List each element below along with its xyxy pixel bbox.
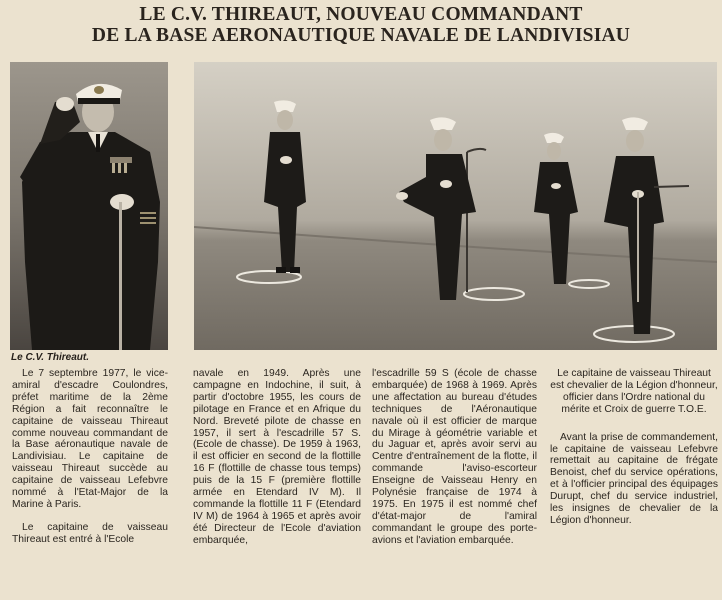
headline-line-2: DE LA BASE AERONAUTIQUE NAVALE DE LANDIVISIAU (91, 25, 631, 46)
article-column-3 (372, 368, 537, 598)
paragraph: navale en 1949. Après une campagne en Indochine, il suit, à partir d'octobre 1955, les cours de pilotage en France et en Afrique du Nord. Breveté pilote de chasse en 1957, il sert à l'escadrille 57 S. (Ecole de chasse). De 1959 à 1963, il est officier en second de la flottille 16 F (flottille de chasse tous temps) puis de la 15 F (première flottille armée en Etendard IV M). Il commande la flottille 11 F (Etendard IV M) de 1964 à 1965 et après avoir été Directeur de l'Ecole d'aviation embarquée, (193, 368, 361, 546)
paragraph: l'escadrille 59 S (école de chasse embarquée) de 1968 à 1969. Après une affectation au bureau d'études techniques de l'Aéronautique navale où il est officier de marque du Mirage à géométrie variable et du Jaguar et, après avoir servi au Centre d'entraînement de la flotte, il commande l'aviso-escorteur Enseigne de Vaisseau Henry en Polynésie française de 1974 à 1975. En 1975 il est nommé chef d'état-major de l'amiral commandant le groupe des porte-avions et l'aviation embarquée. (372, 368, 537, 546)
article-column-1 (12, 368, 168, 598)
photo-officer-saluting (10, 62, 168, 350)
photo-caption: Le C.V. Thireaut. (11, 352, 89, 363)
article-column-2 (193, 368, 361, 598)
paragraph: Le capitaine de vaisseau Thireaut est chevalier de la Légion d'honneur, officier dans l'Ordre national du mérite et Croix de guerre T.O.E. (550, 368, 718, 415)
headline (0, 4, 722, 46)
article-column-4 (550, 368, 718, 598)
paragraph: Le 7 septembre 1977, le vice-amiral d'escadre Coulondres, préfet maritime de la 2ème Région a fait reconnaître le capitaine de vaisseau Thireaut comme nouveau commandant de la Base aéronautique navale de Landivisiau. Le capitaine de vaisseau Thireaut succède au capitaine de vaisseau Lefebvre nommé à l'Etat-Major de la Marine à Paris. (12, 368, 168, 510)
headline-line-1: LE C.V. THIREAUT, NOUVEAU COMMANDANT (139, 4, 583, 25)
paragraph: Le capitaine de vaisseau Thireaut est entré à l'Ecole (12, 521, 168, 545)
photo-ceremony (194, 62, 717, 350)
paragraph: Avant la prise de commandement, le capitaine de vaisseau Lefebvre remettait au capitaine de frégate Benoist, chef du service opérations, et à l'officier principal des équipages Durupt, chef du service industriel, les insignes de chevalier de la Légion d'honneur. (550, 431, 718, 526)
